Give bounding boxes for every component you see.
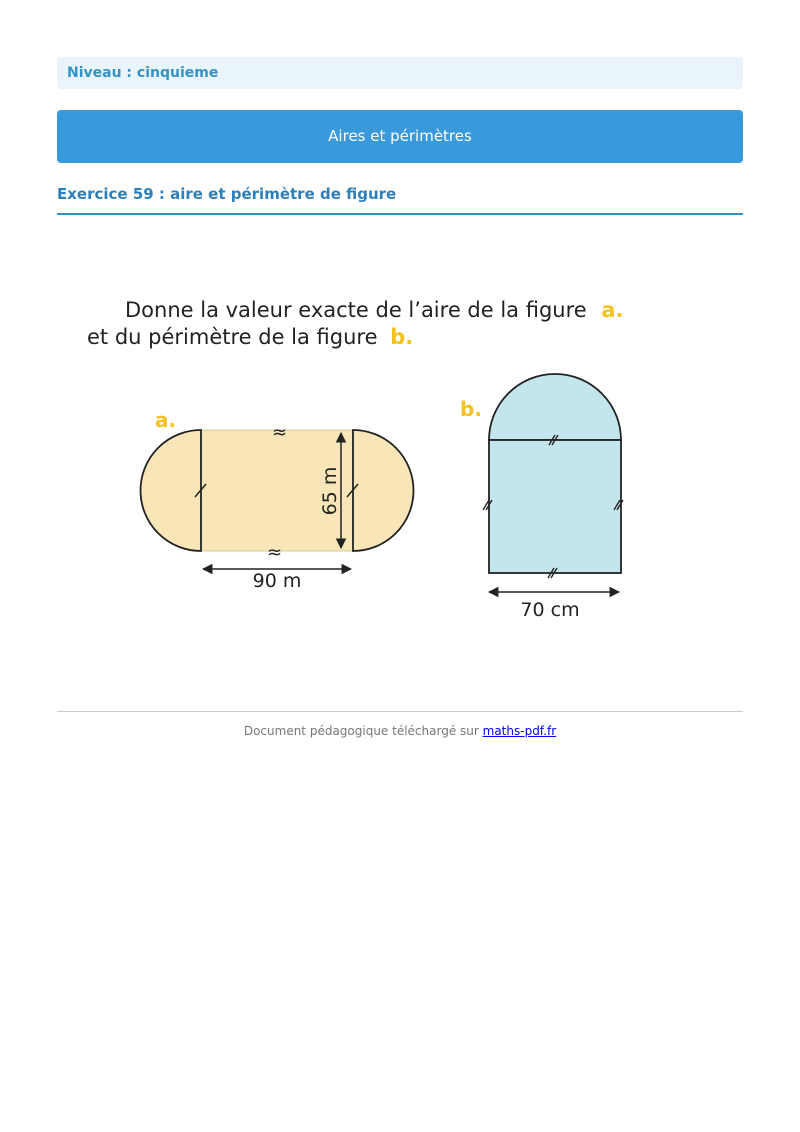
figure-b-square (489, 440, 621, 573)
instruction-line-1-tag: a. (601, 298, 624, 322)
footer-divider (57, 711, 743, 712)
figure-b-width-label: 70 cm (520, 599, 580, 621)
instruction-line-1-text: Donne la valeur exacte de l’aire de la figure (125, 298, 587, 322)
footer-link[interactable]: maths-pdf.fr (482, 724, 557, 738)
figure-b-semicircle (489, 374, 621, 440)
figure-a-width-label: 90 m (252, 570, 302, 592)
figure-a-height-label: 65 m (319, 466, 341, 516)
figure-a-left-semicircle (140, 430, 201, 551)
footer (0, 724, 800, 738)
instruction-line-2 (87, 325, 413, 349)
figure-b-label: b. (460, 397, 482, 421)
figure-a-label: a. (155, 408, 177, 432)
figure-a-approx-top: ≈ (272, 422, 288, 443)
figure-a-approx-bottom: ≈ (267, 542, 283, 563)
figure-b (460, 374, 623, 621)
figure-a-right-semicircle (353, 430, 414, 551)
figure-a (140, 408, 413, 592)
chapter-title-bar: Aires et périmètres (57, 110, 743, 163)
instruction-line-1 (125, 298, 624, 322)
instruction-line-2-tag: b. (390, 325, 414, 349)
instruction-line-2-text: et du périmètre de la figure (87, 325, 378, 349)
exercise-title: Exercice 59 : aire et périmètre de figure (57, 185, 743, 215)
level-banner: Niveau : cinquieme (57, 57, 743, 89)
footer-text: Document pédagogique téléchargé sur (243, 724, 483, 738)
exercise-figure (57, 270, 743, 640)
